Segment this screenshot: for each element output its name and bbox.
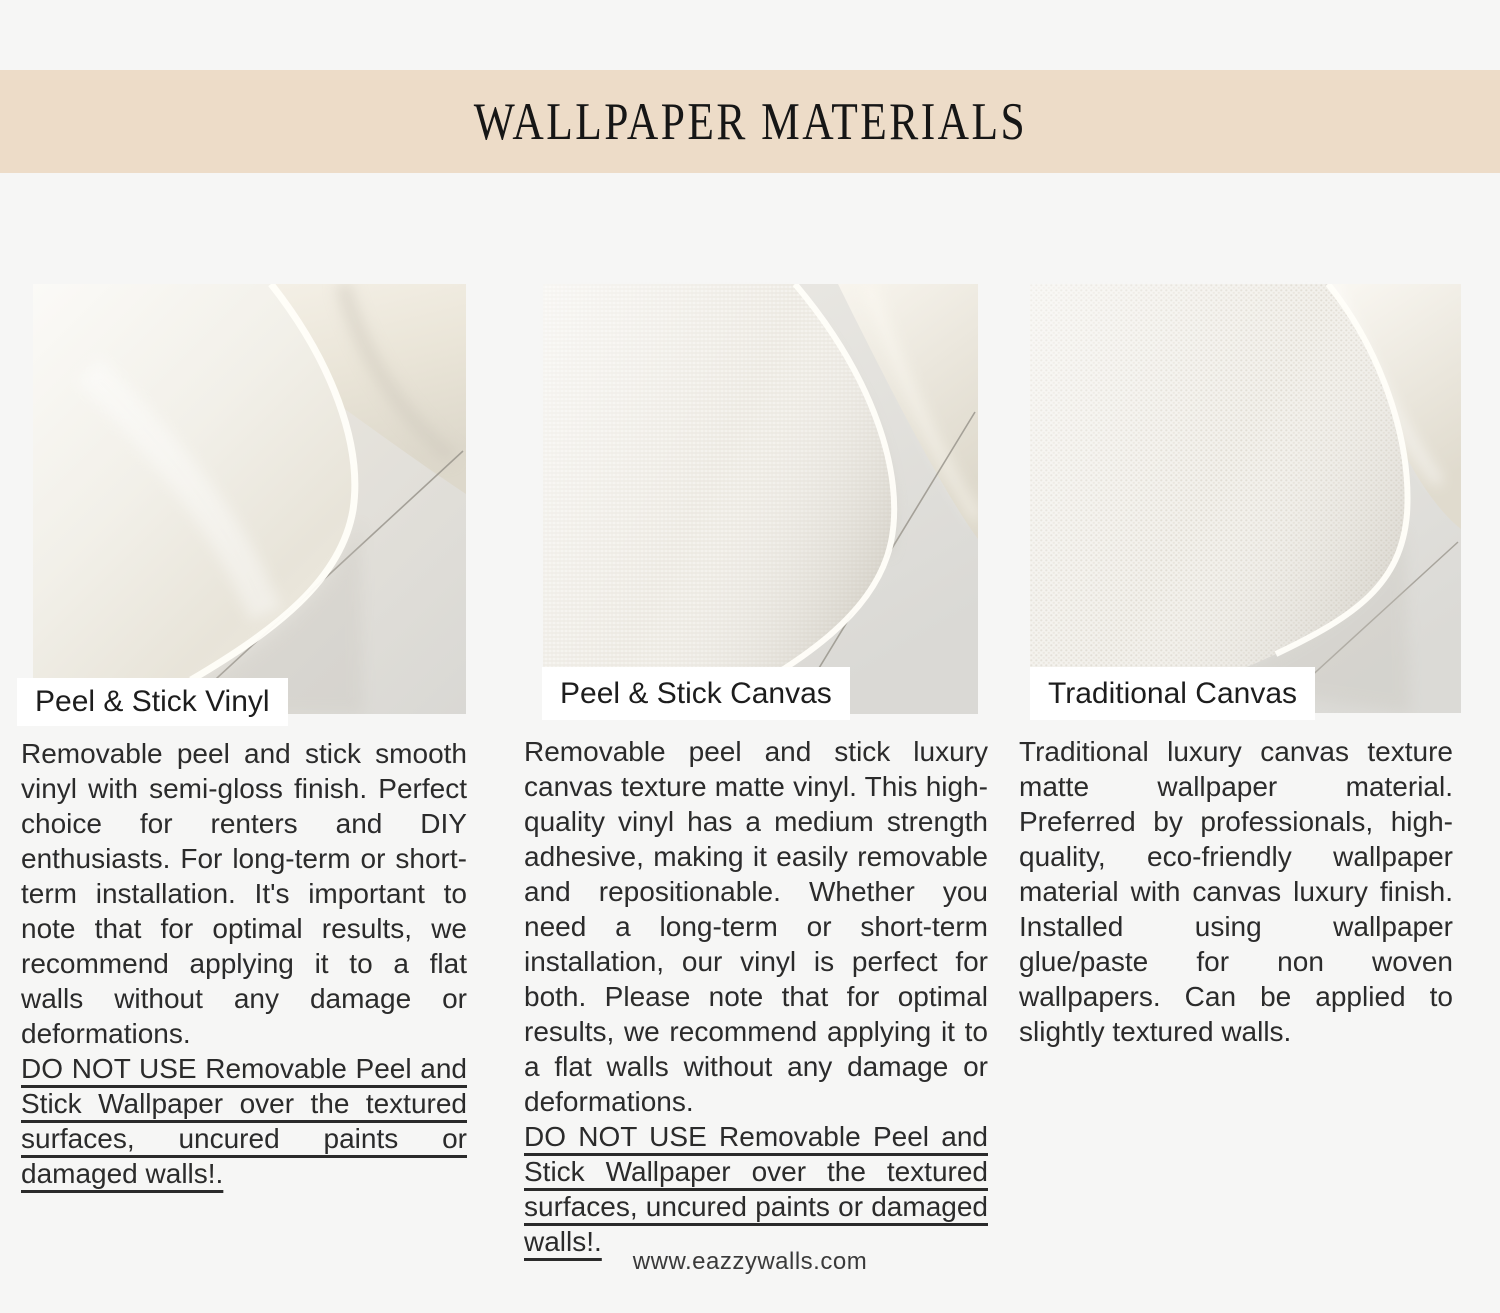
smooth-vinyl-sample-image [33, 284, 466, 714]
traditional-canvas-photo [1030, 284, 1461, 713]
page-title: WALLPAPER MATERIALS [473, 92, 1027, 151]
material-label-traditional-canvas [1030, 667, 1315, 720]
peel-stick-vinyl-photo [33, 284, 466, 714]
material-warning: DO NOT USE Removable Peel and Stick Wallpaper over the textured surfaces, uncured paints or damaged walls!. [21, 1053, 467, 1189]
material-description: Removable peel and stick smooth vinyl with semi-gloss finish. Perfect choice for renters and DIY enthusiasts. For long-term or short-term installation. It's important to note that for optimal results, we recommend applying it to a flat walls without any damage or deformations. [21, 738, 467, 1049]
material-description: Removable peel and stick luxury canvas texture matte vinyl. This high-quality vinyl has a medium strength adhesive, making it easily removable and repositionable. Whether you need a long-term or short-term installation, our vinyl is perfect for both. Please note that for optimal results, we recommend applying it to a flat walls without any damage or deformations. [524, 736, 988, 1117]
material-label-peel-stick-vinyl [17, 678, 288, 726]
material-name: Peel & Stick Vinyl [35, 685, 270, 718]
material-label-peel-stick-canvas [542, 667, 850, 720]
canvas-texture-sample-image [543, 284, 978, 714]
material-description: Traditional luxury canvas texture matte wallpaper material. Preferred by professionals, high-quality, eco-friendly wallpaper material with canvas luxury finish. Installed using wallpaper glue/paste for non woven wallpapers. Can be applied to slightly textured walls. [1019, 736, 1453, 1047]
material-warning: DO NOT USE Removable Peel and Stick Wallpaper over the textured surfaces, uncured paints or damaged walls!. [524, 1121, 988, 1257]
material-description-column-3 [1019, 734, 1453, 1049]
material-name: Peel & Stick Canvas [560, 676, 832, 710]
peel-stick-canvas-photo [543, 284, 978, 714]
material-description-column-1 [21, 736, 467, 1191]
traditional-canvas-sample-image [1030, 284, 1461, 713]
material-name: Traditional Canvas [1048, 676, 1298, 710]
material-description-column-2 [524, 734, 988, 1259]
website-url: www.eazzywalls.com [632, 1248, 868, 1275]
header-band [0, 70, 1500, 173]
footer [0, 1248, 1500, 1276]
